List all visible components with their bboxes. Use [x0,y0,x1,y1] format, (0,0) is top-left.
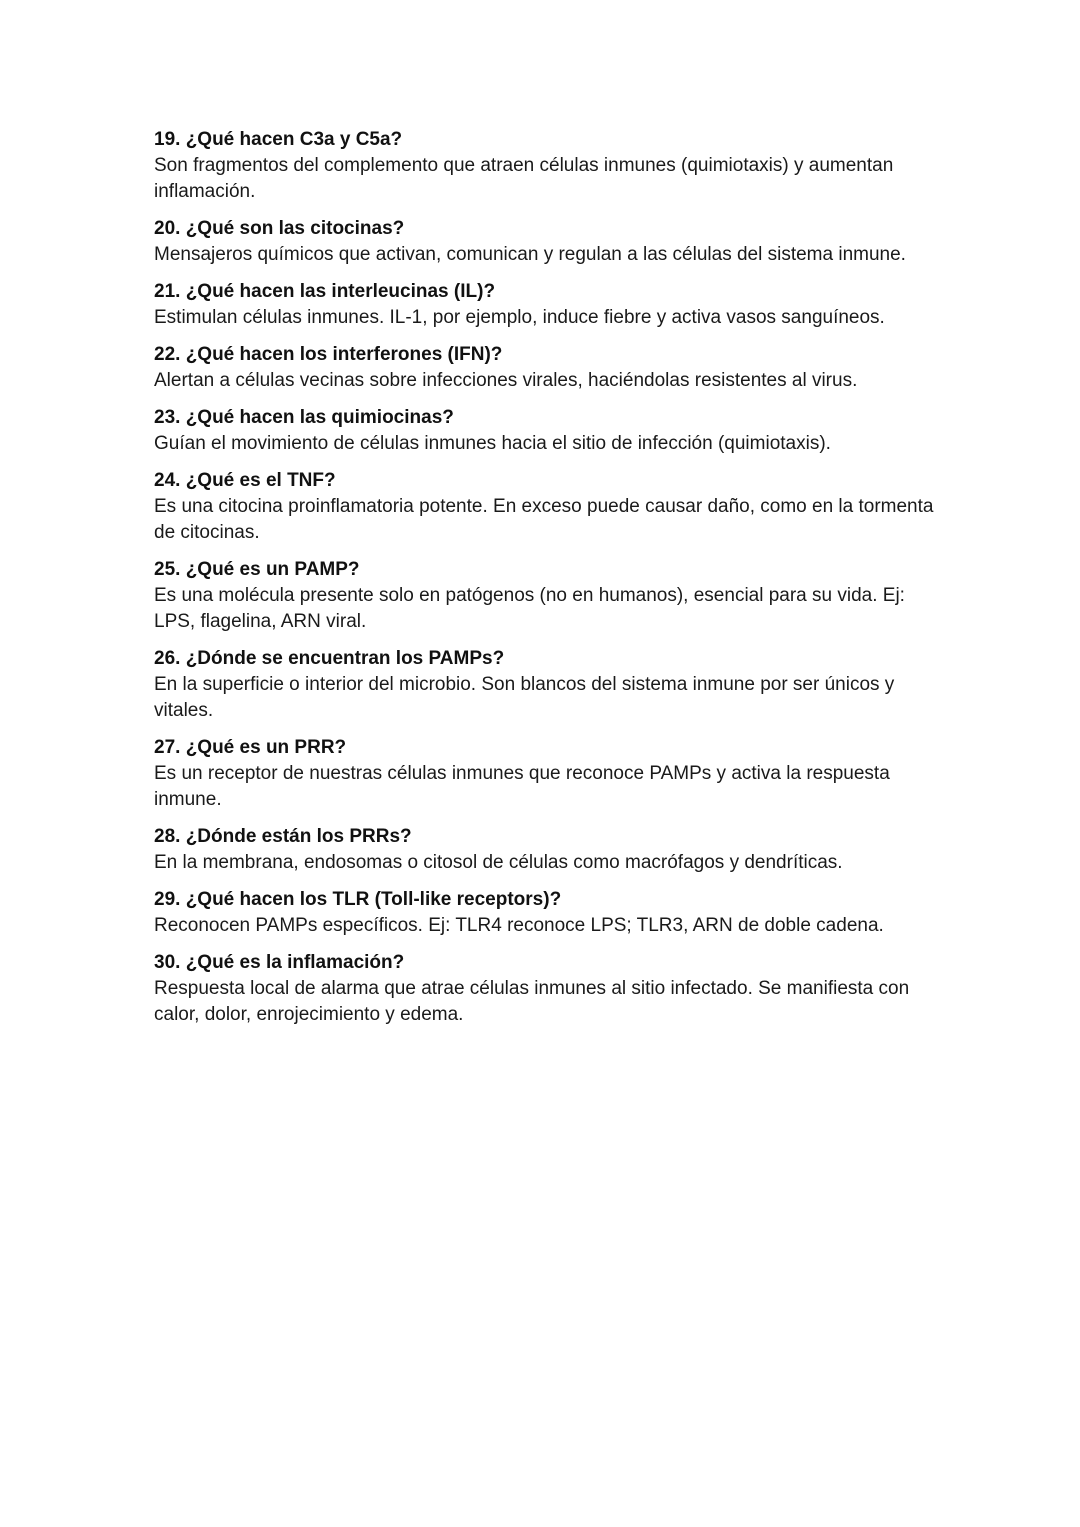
qa-item [154,127,934,205]
question-heading: 24. ¿Qué es el TNF? [154,470,336,491]
answer-text: Mensajeros químicos que activan, comunican y regulan a las células del sistema inmune. [154,244,906,265]
question-heading: 27. ¿Qué es un PRR? [154,737,347,758]
answer-text: Estimulan células inmunes. IL-1, por ejemplo, induce fiebre y activa vasos sanguíneos. [154,307,885,328]
question-heading: 26. ¿Dónde se encuentran los PAMPs? [154,648,505,669]
qa-item [154,342,934,394]
qa-item [154,887,934,939]
qa-list [154,127,934,1039]
question-heading: 23. ¿Qué hacen las quimiocinas? [154,407,454,428]
qa-item [154,824,934,876]
answer-text: Alertan a células vecinas sobre infecciones virales, haciéndolas resistentes al virus. [154,370,858,391]
question-heading: 30. ¿Qué es la inflamación? [154,952,405,973]
answer-text: Reconocen PAMPs específicos. Ej: TLR4 reconoce LPS; TLR3, ARN de doble cadena. [154,915,884,936]
answer-text: Respuesta local de alarma que atrae células inmunes al sitio infectado. Se manifiesta con calor, dolor, enrojecimiento y edema. [154,978,910,1025]
qa-item [154,735,934,813]
question-heading: 20. ¿Qué son las citocinas? [154,218,405,239]
qa-item [154,405,934,457]
question-heading: 29. ¿Qué hacen los TLR (Toll-like receptors)? [154,889,562,910]
qa-item [154,646,934,724]
qa-item [154,557,934,635]
answer-text: Es un receptor de nuestras células inmunes que reconoce PAMPs y activa la respuesta inmune. [154,763,890,810]
question-heading: 28. ¿Dónde están los PRRs? [154,826,412,847]
answer-text: Son fragmentos del complemento que atraen células inmunes (quimiotaxis) y aumentan inflamación. [154,155,894,202]
question-heading: 21. ¿Qué hacen las interleucinas (IL)? [154,281,496,302]
question-heading: 22. ¿Qué hacen los interferones (IFN)? [154,344,503,365]
qa-item [154,279,934,331]
answer-text: En la superficie o interior del microbio. Son blancos del sistema inmune por ser únicos y vitales. [154,674,895,721]
answer-text: En la membrana, endosomas o citosol de células como macrófagos y dendríticas. [154,852,843,873]
qa-item [154,468,934,546]
qa-item [154,216,934,268]
question-heading: 19. ¿Qué hacen C3a y C5a? [154,129,403,150]
answer-text: Es una molécula presente solo en patógenos (no en humanos), esencial para su vida. Ej: LPS, flagelina, ARN viral. [154,585,905,632]
qa-item [154,950,934,1028]
answer-text: Guían el movimiento de células inmunes hacia el sitio de infección (quimiotaxis). [154,433,831,454]
answer-text: Es una citocina proinflamatoria potente. En exceso puede causar daño, como en la tormenta de citocinas. [154,496,934,543]
question-heading: 25. ¿Qué es un PAMP? [154,559,360,580]
